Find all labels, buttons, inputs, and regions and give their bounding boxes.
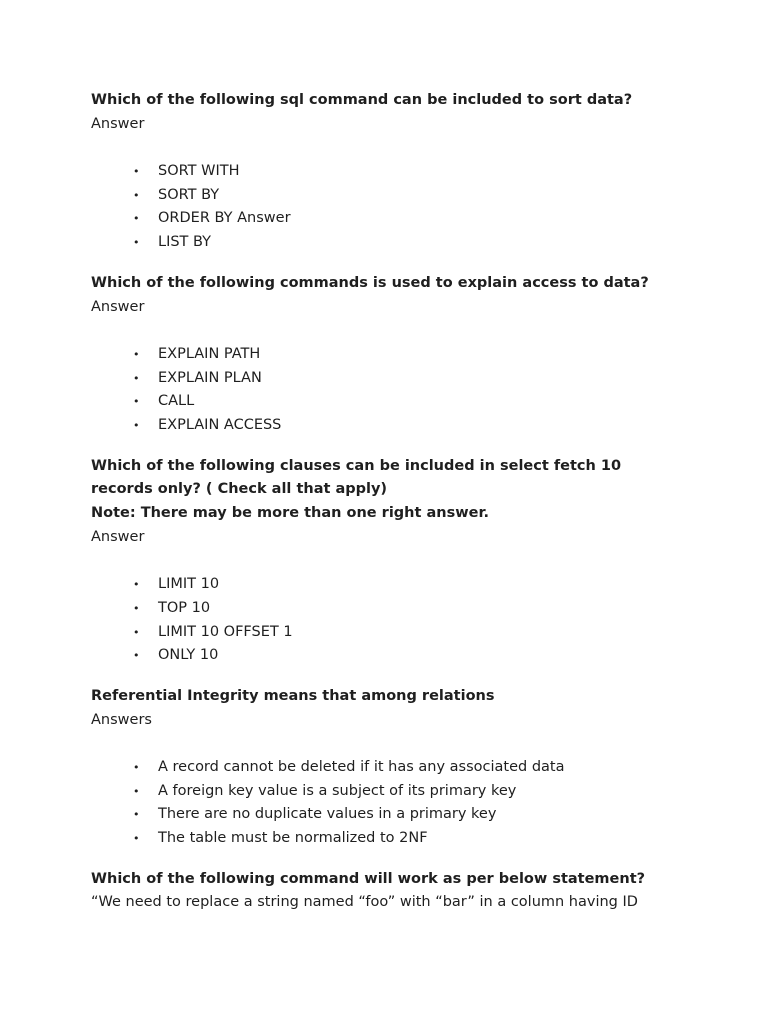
bullet-icon: • xyxy=(133,578,140,592)
option-text: There are no duplicate values in a primary key xyxy=(158,806,497,823)
bullet-icon: • xyxy=(133,212,140,226)
question-4 xyxy=(91,685,691,851)
question-statement: “We need to replace a string named “foo” with “bar” in a column having ID xyxy=(91,894,638,911)
bullet-icon: • xyxy=(133,808,140,822)
bullet-icon: • xyxy=(133,371,140,385)
answer-label: Answer xyxy=(91,115,145,132)
option-text: EXPLAIN PLAN xyxy=(158,369,262,386)
option-text: CALL xyxy=(158,393,195,410)
list-item xyxy=(91,827,691,851)
option-text: ORDER BY Answer xyxy=(158,210,291,227)
bullet-icon: • xyxy=(133,419,140,432)
question-1 xyxy=(91,89,691,255)
document-page xyxy=(91,89,691,915)
question-title: Which of the following clauses can be included in select fetch 10 xyxy=(91,457,622,474)
question-title: Which of the following command will work as per below statement? xyxy=(91,870,646,887)
list-item xyxy=(91,803,691,827)
option-text: SORT BY xyxy=(158,186,220,203)
question-title-continued: records only? ( Check all that apply) xyxy=(91,481,388,498)
option-text: A record cannot be deleted if it has any associated data xyxy=(158,759,565,776)
question-5 xyxy=(91,868,691,915)
list-item xyxy=(91,414,691,438)
list-item xyxy=(91,184,691,208)
bullet-icon: • xyxy=(133,236,140,250)
question-2 xyxy=(91,272,691,438)
question-3 xyxy=(91,455,691,668)
bullet-icon: • xyxy=(133,625,140,639)
question-title: Which of the following commands is used to explain access to data? xyxy=(91,274,649,291)
bullet-icon: • xyxy=(133,188,140,202)
list-item xyxy=(91,573,691,597)
bullet-icon: • xyxy=(133,347,140,361)
option-text: SORT WITH xyxy=(158,163,240,180)
question-title: Referential Integrity means that among relations xyxy=(91,687,495,704)
option-text: EXPLAIN ACCESS xyxy=(158,417,282,433)
option-text: ONLY 10 xyxy=(158,647,219,664)
answer-label: Answers xyxy=(91,711,152,728)
bullet-icon: • xyxy=(133,395,140,409)
list-item xyxy=(91,390,691,414)
bullet-icon: • xyxy=(133,601,140,615)
option-text: A foreign key value is a subject of its primary key xyxy=(158,782,517,799)
option-text: LIST BY xyxy=(158,234,212,251)
question-title: Which of the following sql command can be included to sort data? xyxy=(91,92,633,108)
option-text: TOP 10 xyxy=(158,599,211,616)
options-list xyxy=(91,756,691,851)
list-item xyxy=(91,780,691,804)
option-text: EXPLAIN PATH xyxy=(158,345,261,362)
option-text: LIMIT 10 OFFSET 1 xyxy=(158,623,293,640)
list-item xyxy=(91,621,691,645)
list-item xyxy=(91,231,691,255)
option-text: The table must be normalized to 2NF xyxy=(158,830,428,847)
list-item xyxy=(91,343,691,367)
list-item xyxy=(91,160,691,184)
options-list xyxy=(91,573,691,668)
bullet-icon: • xyxy=(133,784,140,798)
answer-label: Answer xyxy=(91,528,145,545)
bullet-icon: • xyxy=(133,649,140,663)
list-item xyxy=(91,597,691,621)
list-item xyxy=(91,367,691,391)
bullet-icon: • xyxy=(133,761,140,775)
options-list xyxy=(91,160,691,255)
list-item xyxy=(91,207,691,231)
bullet-icon: • xyxy=(133,832,140,846)
list-item xyxy=(91,756,691,780)
answer-label: Answer xyxy=(91,298,145,315)
options-list xyxy=(91,343,691,438)
question-note: Note: There may be more than one right answer. xyxy=(91,505,490,522)
list-item xyxy=(91,644,691,668)
option-text: LIMIT 10 xyxy=(158,576,220,593)
bullet-icon: • xyxy=(133,165,140,179)
